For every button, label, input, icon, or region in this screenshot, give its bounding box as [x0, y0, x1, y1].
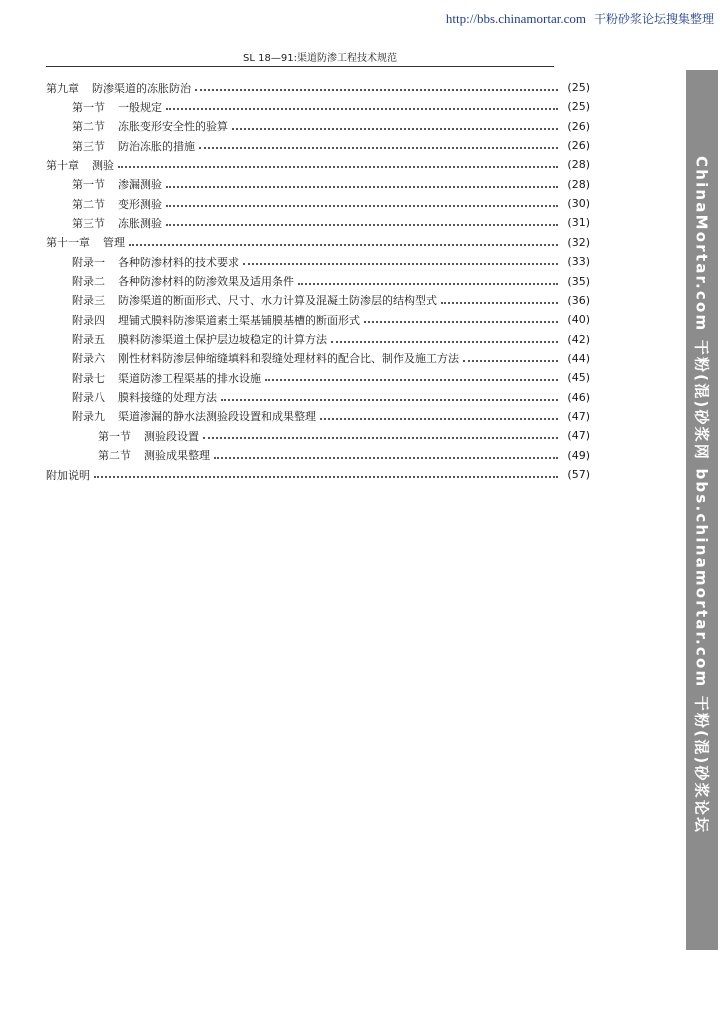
toc-dot-leader: [199, 146, 558, 149]
toc-entry[interactable]: [72, 175, 590, 194]
toc-entry-number: 第九章: [46, 81, 79, 95]
toc-page-number: (36): [567, 293, 590, 307]
toc-dot-leader: [166, 185, 558, 188]
toc-entry[interactable]: [98, 446, 590, 465]
toc-entry-text: [72, 254, 239, 270]
toc-entry-number: 第一节: [98, 429, 131, 443]
toc-dot-leader: [166, 107, 558, 110]
toc-entry[interactable]: [72, 330, 590, 349]
toc-dot-leader: [166, 223, 558, 226]
toc-entry-title: 渠道渗漏的静水法测验段设置和成果整理: [118, 410, 316, 424]
toc-entry-title: 附加说明: [46, 468, 90, 482]
toc-entry[interactable]: [46, 155, 590, 174]
toc-entry-text: [72, 292, 437, 308]
toc-entry-number: 附录四: [72, 313, 105, 327]
toc-dot-leader: [203, 436, 558, 439]
toc-entry-title: 一般规定: [118, 100, 162, 114]
toc-entry-text: [72, 331, 327, 347]
toc-entry[interactable]: [72, 368, 590, 387]
toc-entry-text: [98, 428, 199, 444]
toc-dot-leader: [320, 417, 558, 420]
toc-dot-leader: [463, 359, 558, 362]
toc-entry-text: [46, 157, 114, 173]
toc-entry-number: 第三节: [72, 139, 105, 153]
toc-dot-leader: [298, 282, 558, 285]
top-banner: [446, 10, 714, 27]
toc-entry-title: 变形测验: [118, 197, 162, 211]
toc-dot-leader: [331, 340, 558, 343]
toc-entry[interactable]: [72, 291, 590, 310]
toc-entry-title: 渠道防渗工程渠基的排水设施: [118, 371, 261, 385]
toc-entry-text: [46, 467, 90, 483]
toc-page-number: (45): [567, 371, 590, 385]
toc-entry[interactable]: [72, 272, 590, 291]
toc-page-number: (32): [567, 235, 590, 249]
toc-entry-text: [72, 408, 316, 424]
toc-entry-title: 冻胀变形安全性的验算: [118, 120, 228, 134]
toc-entry[interactable]: [98, 426, 590, 445]
toc-dot-leader: [214, 456, 558, 459]
toc-entry-text: [72, 196, 162, 212]
toc-entry-title: 防渗渠道的断面形式、尺寸、水力计算及混凝土防渗层的结构型式: [118, 294, 437, 308]
toc-dot-leader: [221, 398, 558, 401]
toc-entry-title: 膜料接缝的处理方法: [118, 391, 217, 405]
toc-entry-title: 各种防渗材料的防渗效果及适用条件: [118, 275, 294, 288]
toc-entry-text: [72, 118, 228, 134]
toc-entry[interactable]: [72, 310, 590, 329]
toc-entry[interactable]: [72, 117, 590, 136]
toc-dot-leader: [129, 243, 558, 246]
toc-dot-leader: [243, 262, 558, 265]
toc-dot-leader: [441, 301, 558, 304]
toc-entry-title: 膜料防渗渠道土保护层边坡稳定的计算方法: [118, 333, 327, 347]
toc-entry-text: [72, 350, 459, 366]
toc-page-number: (26): [567, 139, 590, 153]
toc-entry-text: [72, 215, 162, 231]
toc-dot-leader: [195, 88, 558, 91]
toc-dot-leader: [364, 320, 558, 323]
toc-entry-text: [72, 370, 261, 386]
toc-entry[interactable]: [46, 233, 590, 252]
toc-entry-number: 附录九: [72, 410, 105, 424]
page-header: SL 18—91:渠道防渗工程技术规范: [243, 53, 397, 64]
toc-entry-number: 附录三: [72, 294, 105, 308]
toc-entry-title: 埋铺式膜料防渗渠道素土渠基铺膜基槽的断面形式: [118, 313, 360, 327]
toc-entry-text: [46, 80, 191, 96]
toc-entry-number: 第一节: [72, 178, 105, 192]
side-watermark-band: [686, 70, 718, 950]
toc-entry[interactable]: [46, 78, 590, 97]
toc-entry-title: 刚性材料防渗层伸缩缝填料和裂缝处理材料的配合比、制作及施工方法: [118, 352, 459, 366]
toc-entry[interactable]: [72, 407, 590, 426]
toc-entry-title: 渗漏测验: [118, 178, 162, 192]
toc-page-number: (44): [567, 351, 590, 365]
toc-dot-leader: [232, 127, 558, 130]
toc-page-number: (57): [567, 468, 590, 481]
toc-entry-text: [72, 312, 360, 328]
toc-page-number: (26): [567, 119, 590, 133]
toc-page-number: (42): [567, 332, 590, 346]
side-watermark-text: ChinaMortar.com 干粉(混)砂浆网 bbs.chinamortar.com 干粉(混)砂浆论坛: [692, 156, 711, 835]
toc-entry-title: 测验段设置: [144, 429, 199, 443]
toc-page-number: (28): [567, 158, 590, 172]
toc-page-number: (33): [567, 255, 590, 269]
banner-url[interactable]: http://bbs.chinamortar.com: [445, 11, 586, 26]
toc-entry[interactable]: [72, 136, 590, 155]
toc-entry[interactable]: [72, 252, 590, 271]
toc-page-number: (25): [567, 81, 590, 94]
toc-entry-number: 附录七: [72, 371, 105, 385]
toc-page-number: (47): [567, 409, 590, 423]
toc-entry-title: 防渗渠道的冻胀防治: [92, 81, 191, 95]
toc-entry-text: [72, 389, 217, 405]
toc-entry-title: 冻胀测验: [118, 216, 162, 230]
toc-entry[interactable]: [72, 388, 590, 407]
toc-entry-number: 第三节: [72, 216, 105, 230]
toc-dot-leader: [118, 165, 558, 168]
toc-page-number: (28): [567, 177, 590, 191]
toc-page-number: (47): [567, 429, 590, 443]
toc-entry-number: 第二节: [72, 197, 105, 211]
toc-entry-title: 测验: [92, 158, 114, 172]
banner-site-name: 干粉砂浆论坛搜集整理: [593, 12, 714, 26]
toc-entry-text: [72, 138, 195, 154]
toc-entry-text: [72, 99, 162, 115]
toc-dot-leader: [265, 378, 558, 381]
toc-entry-number: 附录五: [72, 333, 105, 347]
toc-entry-number: 附录六: [72, 352, 105, 366]
toc-entry-number: 附录一: [72, 255, 105, 269]
toc-entry[interactable]: [72, 194, 590, 213]
toc-page-number: (25): [567, 100, 590, 114]
toc-entry-number: 附录八: [72, 391, 105, 405]
toc-entry-number: 第一节: [72, 100, 105, 114]
toc-page-number: (30): [567, 197, 590, 211]
toc-entry-title: 管理: [103, 236, 125, 250]
toc-page-number: (31): [567, 216, 590, 230]
header-divider: [46, 66, 554, 67]
toc-page-number: (35): [567, 274, 590, 288]
toc-page-number: (40): [567, 313, 590, 327]
toc-entry-number: 第十章: [46, 158, 79, 172]
toc-entry-title: 各种防渗材料的技术要求: [118, 255, 239, 269]
toc-entry-title: 防治冻胀的措施: [118, 139, 195, 153]
toc-entry[interactable]: [46, 465, 590, 484]
toc-entry-title: 测验成果整理: [144, 449, 210, 463]
toc-entry-number: 第二节: [72, 120, 105, 134]
toc-entry[interactable]: [72, 349, 590, 368]
toc-entry-text: [72, 273, 294, 289]
toc-entry-number: 第二节: [98, 449, 131, 463]
toc-entry[interactable]: [72, 213, 590, 232]
toc-entry-text: [72, 176, 162, 192]
toc-entry-number: 附录二: [72, 275, 105, 288]
toc-entry-number: 第十一章: [46, 236, 90, 250]
toc-entry-text: [46, 234, 125, 250]
toc-dot-leader: [166, 204, 558, 207]
toc-page-number: (46): [567, 390, 590, 404]
toc-page-number: (49): [567, 448, 590, 462]
toc-entry-text: [98, 447, 210, 463]
toc-entry[interactable]: [72, 97, 590, 116]
toc-dot-leader: [94, 475, 558, 478]
